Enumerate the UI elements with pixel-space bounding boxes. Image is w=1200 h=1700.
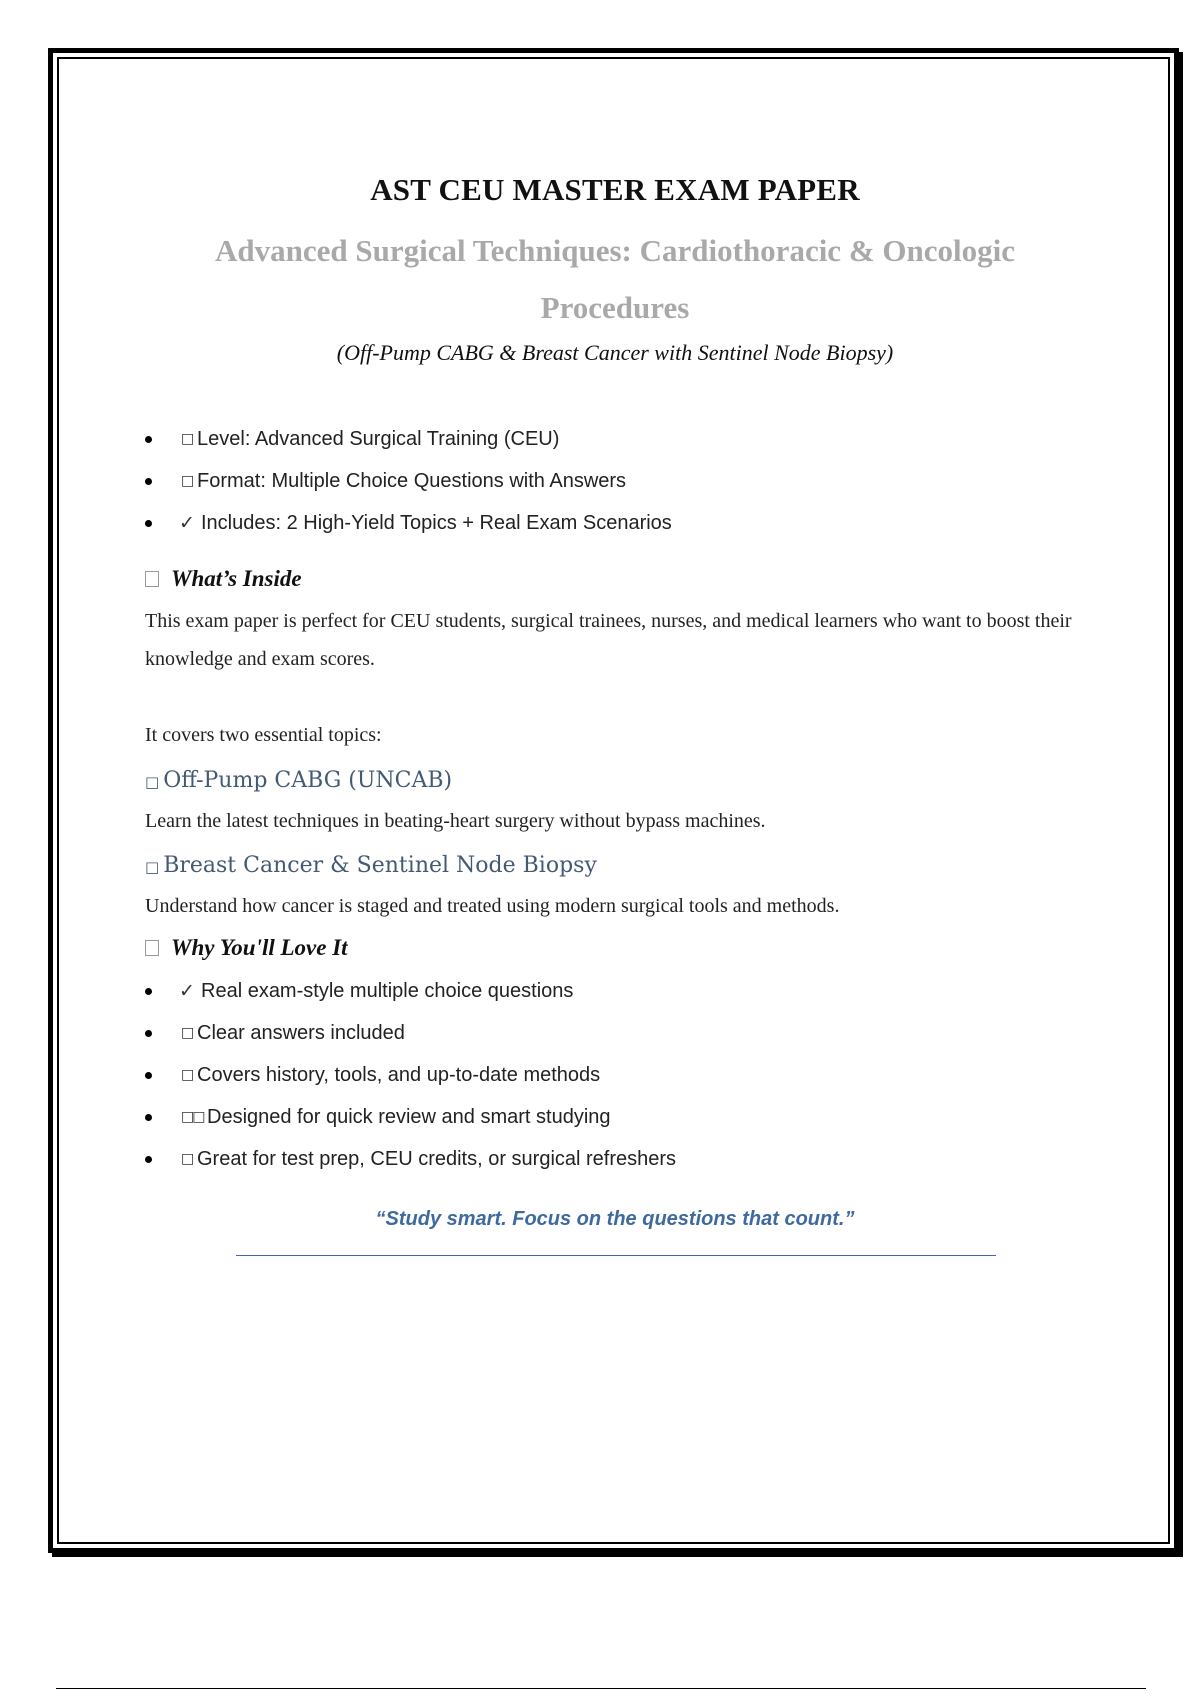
study-icon: □□: [181, 1109, 204, 1125]
test-prep-icon: □: [181, 1151, 195, 1167]
section-heading-whats-inside: What’s Inside: [145, 566, 302, 592]
why-text: Designed for quick review and smart studying: [207, 1106, 611, 1128]
document-subnote: (Off-Pump CABG & Breast Cancer with Sentinel Node Biopsy): [336, 340, 894, 365]
quote-divider: [236, 1255, 996, 1256]
history-icon: □: [181, 1067, 195, 1083]
document-subtitle: Advanced Surgical Techniques: Cardiothoracic & Oncologic Procedures: [215, 233, 1015, 325]
checkmark-icon: ✓: [179, 512, 195, 534]
why-text: Great for test prep, CEU credits, or surgical refreshers: [197, 1148, 677, 1170]
bullet-icon: [145, 1072, 152, 1079]
covers-paragraph: It covers two essential topics:: [145, 724, 382, 746]
highlight-text: Format: Multiple Choice Questions with Answers: [197, 470, 627, 492]
bullet-icon: [145, 1030, 152, 1037]
heart-icon: □: [145, 773, 160, 791]
format-icon: □: [181, 473, 195, 489]
topic-description: Learn the latest techniques in beating-heart surgery without bypass machines.: [145, 810, 766, 832]
topic-heading-cabg: □ Off-Pump CABG (UNCAB): [145, 768, 453, 793]
ribbon-icon: □: [145, 858, 160, 876]
level-icon: □: [181, 431, 195, 447]
page-border-shadow-bottom: [52, 1553, 1183, 1557]
highlight-text: Level: Advanced Surgical Training (CEU): [197, 428, 560, 450]
bullet-icon: [145, 1114, 152, 1121]
bullet-icon: [145, 478, 152, 485]
intro-paragraph: This exam paper is perfect for CEU students, surgical trainees, nurses, and medical learners who want to boost their knowledge and exam scores.: [145, 610, 1072, 670]
checkmark-icon: ✓: [179, 980, 195, 1002]
bullet-icon: [145, 1156, 152, 1163]
bullet-icon: [145, 988, 152, 995]
checkbox-icon: [145, 940, 159, 956]
why-text: Real exam-style multiple choice questions: [201, 980, 574, 1002]
bullet-icon: [145, 436, 152, 443]
section-heading-why: Why You'll Love It: [145, 935, 348, 961]
page-border-shadow-right: [1179, 52, 1183, 1557]
topic-heading-breast-cancer: □ Breast Cancer & Sentinel Node Biopsy: [145, 853, 597, 878]
why-text: Clear answers included: [197, 1022, 405, 1044]
answers-icon: □: [181, 1025, 195, 1041]
bullet-icon: [145, 520, 152, 527]
closing-quote: “Study smart. Focus on the questions that count.”: [375, 1208, 855, 1230]
document-title: AST CEU MASTER EXAM PAPER: [370, 172, 860, 207]
checkbox-icon: [145, 571, 159, 587]
why-text: Covers history, tools, and up-to-date methods: [197, 1064, 601, 1086]
highlight-text: Includes: 2 High-Yield Topics + Real Exam Scenarios: [201, 512, 672, 534]
topic-description: Understand how cancer is staged and treated using modern surgical tools and methods.: [145, 895, 840, 917]
page-bottom-rule: [56, 1688, 1146, 1689]
